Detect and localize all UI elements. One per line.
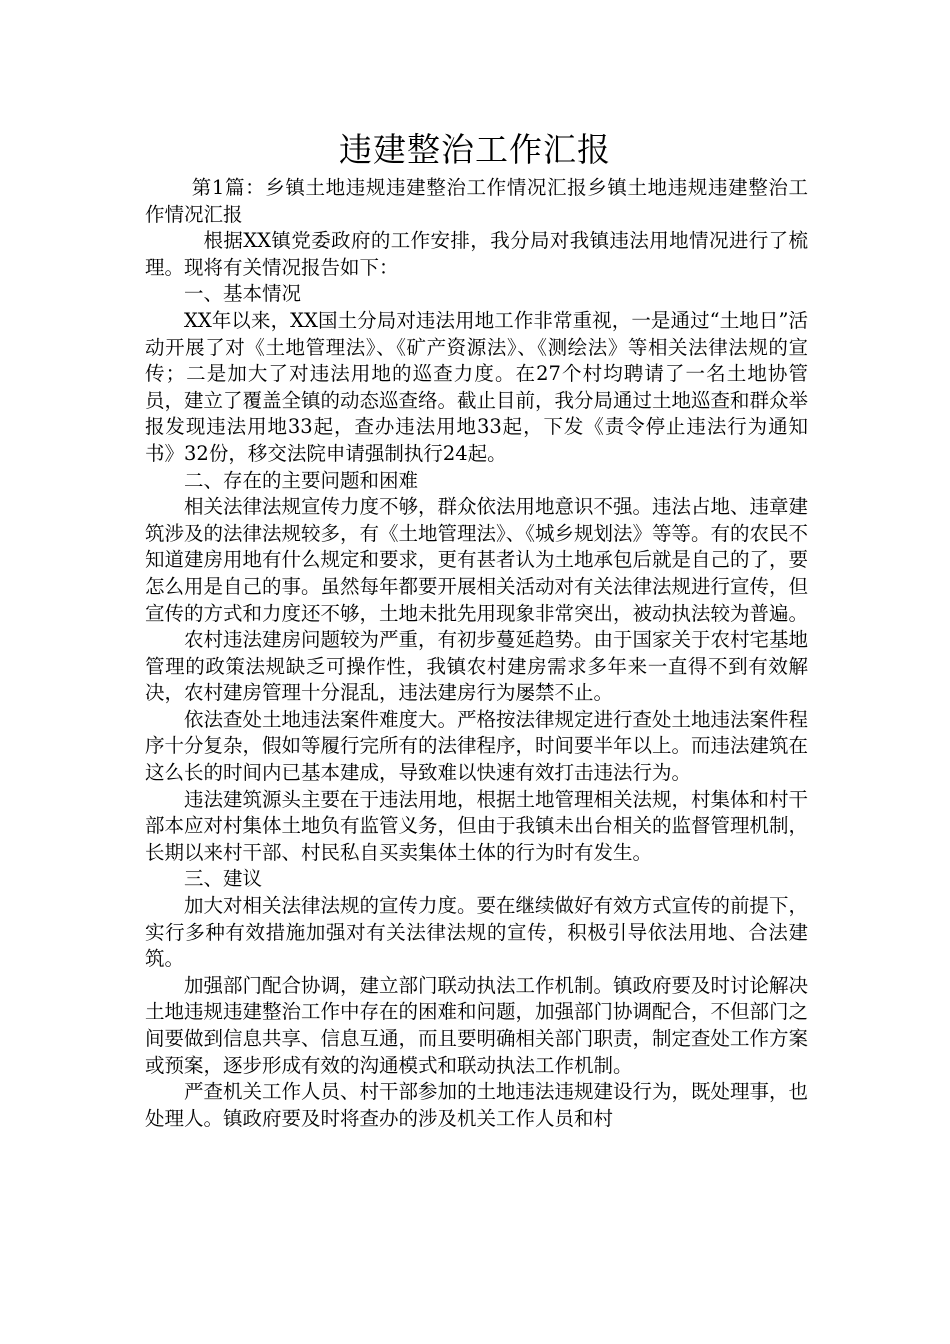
- paragraph-problem-source: 违法建筑源头主要在于违法用地，根据土地管理相关法规，村集体和村干部本应对村集体土地负有监管义务，但由于我镇未出台相关的监督管理机制，长期以来村干部、村民私自买卖集体土体的行为时有发生。: [145, 787, 809, 864]
- paragraph-suggestion-accountability: 严查机关工作人员、村干部参加的土地违法违规建设行为，既处理事，也处理人。镇政府要及时将查办的涉及机关工作人员和村: [145, 1080, 809, 1130]
- section-heading-basic-situation: 一、基本情况: [184, 282, 302, 306]
- document-body: [145, 175, 808, 1132]
- paragraph-problem-publicity: 相关法律法规宣传力度不够，群众依法用地意识不强。违法占地、违章建筑涉及的法律法规较多，有《土地管理法》、《城乡规划法》等等。有的农民不知道建房用地有什么规定和要求，更有甚者认为土地承包后就是自己的了，要怎么用是自己的事。虽然每年都要开展相关活动对有关法律法规进行宣传，但宣传的方式和力度还不够，土地未批先用现象非常突出，被动执法较为普遍。: [145, 495, 809, 625]
- paragraph-problem-enforcement: 依法查处土地违法案件难度大。严格按法律规定进行查处土地违法案件程序十分复杂，假如等履行完所有的法律程序，时间要半年以上。而违法建筑在这么长的时间内已基本建成，导致难以快速有效打击违法行为。: [145, 707, 809, 785]
- paragraph-basic-situation: XX年以来，XX国土分局对违法用地工作非常重视，一是通过“土地日”活动开展了对《土地管理法》、《矿产资源法》、《测绘法》等相关法律法规的宣传；二是加大了对违法用地的巡查力度。在27个村均聘请了一名土地协管员，建立了覆盖全镇的动态巡查络。截止目前，我分局通过土地巡查和群众举报发现违法用地33起，查办违法用地33起，下发《责令停止违法行为通知书》32份，移交法院申请强制执行24起。: [145, 308, 809, 465]
- section-heading-suggestions: 三、建议: [184, 867, 263, 891]
- paragraph-article-heading: 第1篇：乡镇土地违规违建整治工作情况汇报乡镇土地违规违建整治工作情况汇报: [145, 176, 808, 226]
- paragraph-problem-rural-housing: 农村违法建房问题较为严重，有初步蔓延趋势。由于国家关于农村宅基地管理的政策法规缺乏可操作性，我镇农村建房需求多年来一直得不到有效解决，农村建房管理十分混乱，违法建房行为屡禁不止。: [145, 628, 809, 705]
- paragraph-intro: 根据XX镇党委政府的工作安排，我分局对我镇违法用地情况进行了梳理。现将有关情况报告如下：: [145, 229, 808, 279]
- paragraph-suggestion-coordination: 加强部门配合协调，建立部门联动执法工作机制。镇政府要及时讨论解决土地违规违建整治工作中存在的困难和问题，加强部门协调配合，不但部门之间要做到信息共享、信息互通，而且要明确相关部门职责，制定查处工作方案或预案，逐步形成有效的沟通模式和联动执法工作机制。: [145, 973, 809, 1077]
- paragraph-suggestion-publicity: 加大对相关法律法规的宣传力度。要在继续做好有效方式宣传的前提下，实行多种有效措施加强对有关法律法规的宣传，积极引导依法用地、合法建筑。: [145, 894, 809, 971]
- document-title: 违建整治工作汇报: [339, 130, 611, 169]
- section-heading-problems: 二、存在的主要问题和困难: [184, 468, 419, 492]
